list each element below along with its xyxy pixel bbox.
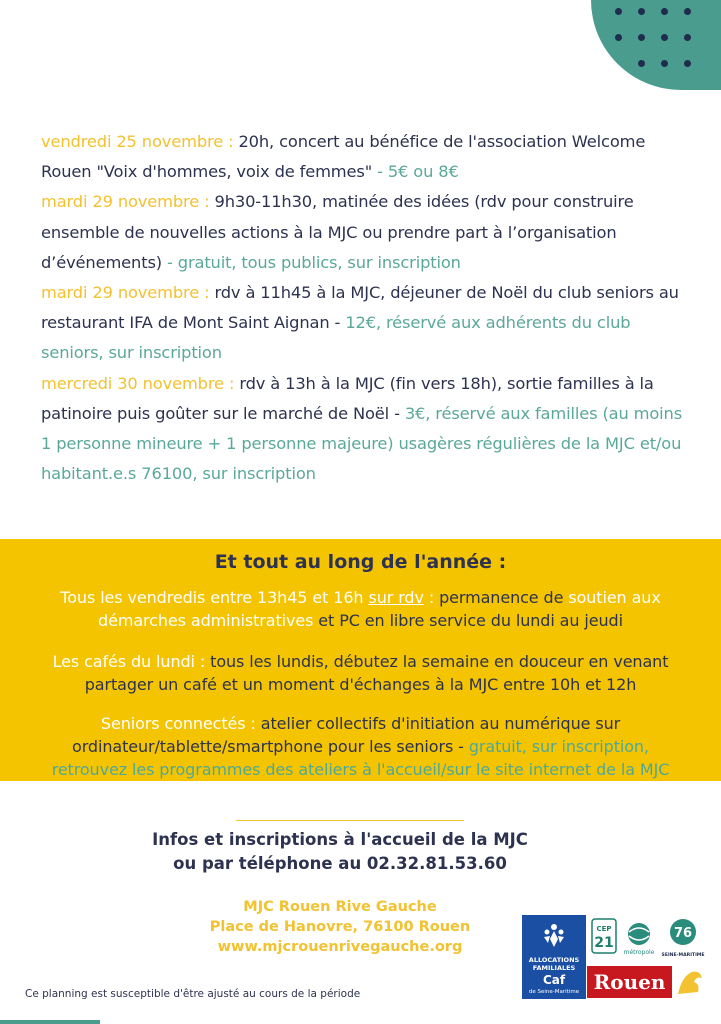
event-item — [41, 127, 691, 187]
text-segment: démarches administratives — [98, 611, 314, 630]
event-item — [41, 187, 691, 278]
dot-icon — [615, 34, 622, 41]
rouen-logo — [587, 966, 706, 1000]
text-segment: Seniors connectés — [100, 714, 246, 733]
event-item — [41, 369, 691, 490]
dot-icon — [661, 34, 668, 41]
event-description: 9h30-11h30, matinée des idées (rdv pour construire ensemble de nouvelles actions à la MJC ou prendre part à l’organisation d’événements) — [41, 192, 634, 272]
text-segment: partager un café et un moment d'échanges à la MJC entre 10h et 12h — [84, 675, 637, 694]
caf-logo — [522, 915, 586, 999]
event-price-note: 3€, réservé aux familles (au moins 1 personne mineure + 1 personne majeure) usagères régulières de la MJC et/ou habitant.e.s 76100, sur inscription — [41, 403, 683, 484]
event-description: rdv à 11h45 à la MJC, déjeuner de Noël du club seniors au restaurant IFA de Mont Saint Aignan - — [41, 283, 679, 333]
text-segment: : — [423, 588, 440, 607]
mjc-name: MJC Rouen Rive Gauche — [243, 899, 437, 915]
svg-text:76: 76 — [673, 926, 693, 941]
dot-icon — [684, 34, 691, 41]
seine-maritime-logo — [661, 917, 705, 959]
monday-cafe-paragraph — [0, 650, 721, 696]
text-segment: permanence de — [439, 588, 569, 607]
text-segment: et PC en libre service du lundi au jeudi — [313, 611, 623, 630]
event-date: mardi 29 novembre : — [41, 192, 210, 212]
text-segment: sur rdv — [368, 588, 424, 607]
caf-text: FAMILIALES — [532, 964, 576, 972]
seniors-paragraph — [0, 712, 721, 781]
bottom-accent — [0, 1020, 100, 1024]
text-segment: tous les lundis, débutez la semaine en douceur en venant — [210, 652, 669, 671]
event-description: rdv à 13h à la MJC (fin vers 18h), sortie familles à la patinoire puis goûter sur le marché de Noël - — [41, 373, 654, 423]
dot-icon — [615, 8, 622, 15]
event-description: 20h, concert au bénéfice de l'association Welcome Rouen "Voix d'hommes, voix de femmes" — [41, 132, 646, 182]
divider — [236, 820, 464, 821]
admin-support-paragraph — [0, 586, 721, 632]
dot-icon — [684, 8, 691, 15]
phone-line: ou par téléphone au 02.32.81.53.60 — [173, 854, 507, 873]
text-segment: : — [245, 714, 261, 733]
family-icon — [542, 923, 566, 949]
svg-text:métropole: métropole — [623, 949, 655, 956]
mjc-website[interactable]: www.mjcrouenrivegauche.org — [217, 939, 463, 955]
dot-icon — [661, 60, 668, 67]
metropole-logo — [620, 920, 658, 958]
svg-text:SEINE-MARITIME: SEINE-MARITIME — [661, 953, 705, 958]
text-segment: soutien aux — [568, 588, 661, 607]
dot-icon — [661, 8, 668, 15]
text-segment: Les cafés du lundi — [52, 652, 195, 671]
dot-icon — [684, 60, 691, 67]
event-date: mardi 29 novembre : — [41, 283, 210, 303]
text-segment: : — [194, 652, 211, 671]
section-title: Et tout au long de l'année : — [214, 551, 507, 573]
infos-line: Infos et inscriptions à l'accueil de la MJC — [152, 830, 528, 849]
text-segment: Tous les vendredis entre 13h45 et 16h — [60, 588, 369, 607]
caf-region: de Seine-Maritime — [528, 989, 580, 995]
caf-text: ALLOCATIONS — [528, 956, 580, 964]
event-price-note: 12€, réservé aux adhérents du club seniors, sur inscription — [41, 313, 631, 363]
corner-decoration — [591, 0, 721, 90]
text-segment: retrouvez les programmes des ateliers à l'accueil/sur le site internet de la MJC — [51, 760, 670, 779]
event-date: vendredi 25 novembre : — [41, 132, 234, 151]
text-segment: ordinateur/tablette/smartphone pour les seniors - — [72, 737, 469, 756]
text-segment: gratuit, sur inscription, — [468, 737, 649, 756]
cep-logo — [590, 917, 618, 957]
lion-icon — [674, 966, 706, 998]
svg-text:CEP: CEP — [596, 925, 612, 933]
year-round-section — [0, 539, 721, 781]
events-list — [41, 127, 691, 489]
dot-icon — [638, 8, 645, 15]
mjc-street: Place de Hanovre, 76100 Rouen — [209, 919, 471, 935]
caf-name: Caf — [542, 973, 566, 987]
dot-icon — [638, 60, 645, 67]
svg-text:21: 21 — [594, 935, 614, 951]
dot-icon — [638, 34, 645, 41]
event-date: mercredi 30 novembre : — [41, 373, 235, 393]
rouen-text: Rouen — [587, 966, 672, 998]
event-price-note: - gratuit, tous publics, sur inscription — [161, 252, 461, 272]
disclaimer: Ce planning est susceptible d'être ajusté au cours de la période — [25, 988, 361, 1000]
text-segment: atelier collectifs d'initiation au numérique sur — [260, 714, 621, 733]
event-price-note: - 5€ ou 8€ — [372, 162, 459, 182]
event-item — [41, 278, 691, 369]
